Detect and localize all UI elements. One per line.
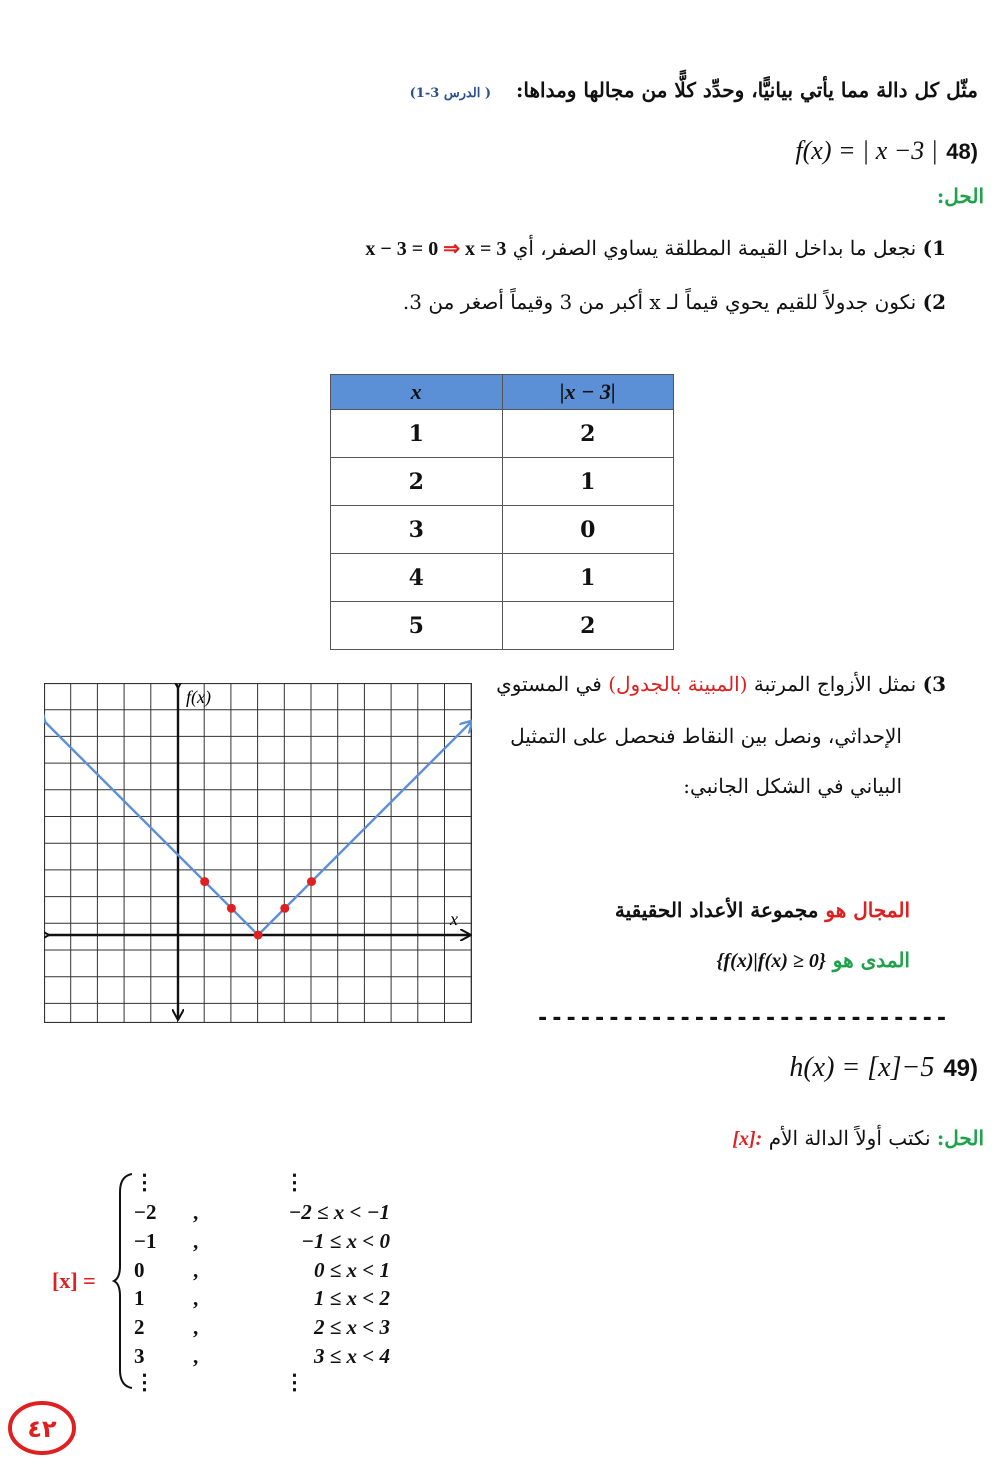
data-point [227, 904, 236, 913]
instruction-text: مثّل كل دالة مما يأتي بيانيًّا، وحدِّد كلًّا من مجالها ومداها: [516, 78, 978, 102]
problem-49-expression: h(x) = [x]−5 [789, 1052, 935, 1083]
piecewise-value: 2 [134, 1315, 145, 1339]
range-label: المدى هو [832, 948, 910, 972]
graph-grid [44, 683, 472, 1023]
piecewise-comma: , [193, 1344, 199, 1368]
solution-label: الحل: [936, 184, 984, 208]
page-number: ٤٢ [27, 1415, 57, 1443]
table-header-abs: |x − 3| [502, 375, 674, 410]
piecewise-condition: 0 ≤ x < 1 [314, 1258, 390, 1282]
data-point [254, 931, 263, 940]
step-3-text-b: في المستوي [496, 672, 602, 696]
solution-2-line [732, 1126, 984, 1151]
step-3-number: 3) [922, 672, 946, 696]
parent-function: [x]: [732, 1128, 763, 1150]
piecewise-comma: , [193, 1315, 199, 1339]
step-1-math [365, 236, 506, 261]
piecewise-comma: , [193, 1229, 199, 1253]
function-graph [44, 683, 472, 1023]
table-cell: 2 [502, 602, 674, 650]
page-number-badge [6, 1400, 78, 1456]
data-point [200, 877, 209, 886]
step-1-number: 1) [922, 236, 946, 260]
domain-value: مجموعة الأعداد الحقيقية [614, 898, 819, 922]
table-cell: 1 [502, 554, 674, 602]
piecewise-condition: −1 ≤ x < 0 [301, 1229, 390, 1253]
table-header-row [331, 375, 674, 410]
piecewise-comma: , [193, 1258, 199, 1282]
problem-48 [795, 136, 978, 166]
piecewise-value: 1 [134, 1286, 145, 1310]
table-header-x: x [331, 375, 503, 410]
step-1 [365, 236, 946, 261]
step-2-number: 2) [922, 290, 946, 314]
step-3-highlight: (المبينة بالجدول) [608, 672, 748, 696]
table-cell: 3 [331, 506, 503, 554]
piecewise-lhs [52, 1268, 96, 1294]
piecewise-dots-top: ⋮ [134, 1170, 155, 1194]
data-point [280, 904, 289, 913]
x-axis-label: x [450, 909, 458, 929]
y-axis-label: f(x) [186, 687, 211, 707]
instruction-line [410, 78, 978, 102]
table-row [331, 410, 674, 458]
table-row [331, 554, 674, 602]
problem-49-number: 49) [943, 1055, 978, 1082]
step-1-text: نجعل ما بداخل القيمة المطلقة يساوي الصفر، أي [512, 236, 917, 260]
piecewise-value: −2 [134, 1200, 157, 1224]
section-separator: ----------------------------- [536, 1006, 950, 1031]
table-cell: 0 [502, 506, 674, 554]
lesson-reference: ( الدرس 3-1) [409, 86, 492, 101]
solution-2-text: نكتب أولاً الدالة الأم [768, 1126, 931, 1150]
step-1-equation-b: x = 3 [464, 238, 507, 260]
step-2 [403, 290, 946, 314]
piecewise-brace [112, 1170, 136, 1392]
piecewise-dots-bottom: ⋮ [134, 1370, 155, 1394]
range-value: {f(x)|f(x) ≥ 0} [716, 950, 826, 972]
solution-2-label: الحل: [936, 1126, 984, 1150]
piecewise-condition: 1 ≤ x < 2 [314, 1286, 390, 1310]
step-3-line-1 [496, 672, 946, 696]
table-cell: 2 [331, 458, 503, 506]
piecewise-dots-top-cond: ⋮ [284, 1170, 305, 1194]
table-cell: 5 [331, 602, 503, 650]
data-point [307, 877, 316, 886]
piecewise-comma: , [193, 1200, 199, 1224]
step-1-equation-a: x − 3 = 0 [365, 238, 439, 260]
table-row [331, 506, 674, 554]
implies-arrow: ⇒ [443, 238, 460, 260]
piecewise-value: 3 [134, 1344, 145, 1368]
table-row [331, 458, 674, 506]
problem-49 [789, 1050, 978, 1084]
step-3-line-3: البياني في الشكل الجانبي: [683, 774, 902, 798]
values-table [330, 374, 674, 650]
piecewise-dots-bottom-cond: ⋮ [284, 1370, 305, 1394]
piecewise-comma: , [193, 1286, 199, 1310]
problem-48-number: 48) [946, 139, 978, 164]
table-cell: 2 [502, 410, 674, 458]
piecewise-lhs-text: [x] = [52, 1268, 96, 1293]
table-row [331, 602, 674, 650]
step-3-line-2: الإحداثي، ونصل بين النقاط فنحصل على التمثيل [510, 724, 902, 748]
table-cell: 1 [502, 458, 674, 506]
table-cell: 4 [331, 554, 503, 602]
problem-48-expression: f(x) = | x −3 | [795, 136, 938, 165]
domain-label: المجال هو [825, 898, 910, 922]
step-3-text-a: نمثل الأزواج المرتبة [753, 672, 917, 696]
piecewise-value: 0 [134, 1258, 145, 1282]
piecewise-condition: −2 ≤ x < −1 [288, 1200, 390, 1224]
piecewise-condition: 2 ≤ x < 3 [314, 1315, 390, 1339]
range-statement [717, 948, 910, 973]
piecewise-value: −1 [134, 1229, 157, 1253]
table-cell: 1 [331, 410, 503, 458]
domain-statement [615, 898, 910, 922]
piecewise-condition: 3 ≤ x < 4 [314, 1344, 390, 1368]
step-2-text: نكون جدولاً للقيم يحوي قيماً لـ x أكبر من 3 وقيماً أصغر من 3. [402, 290, 917, 314]
